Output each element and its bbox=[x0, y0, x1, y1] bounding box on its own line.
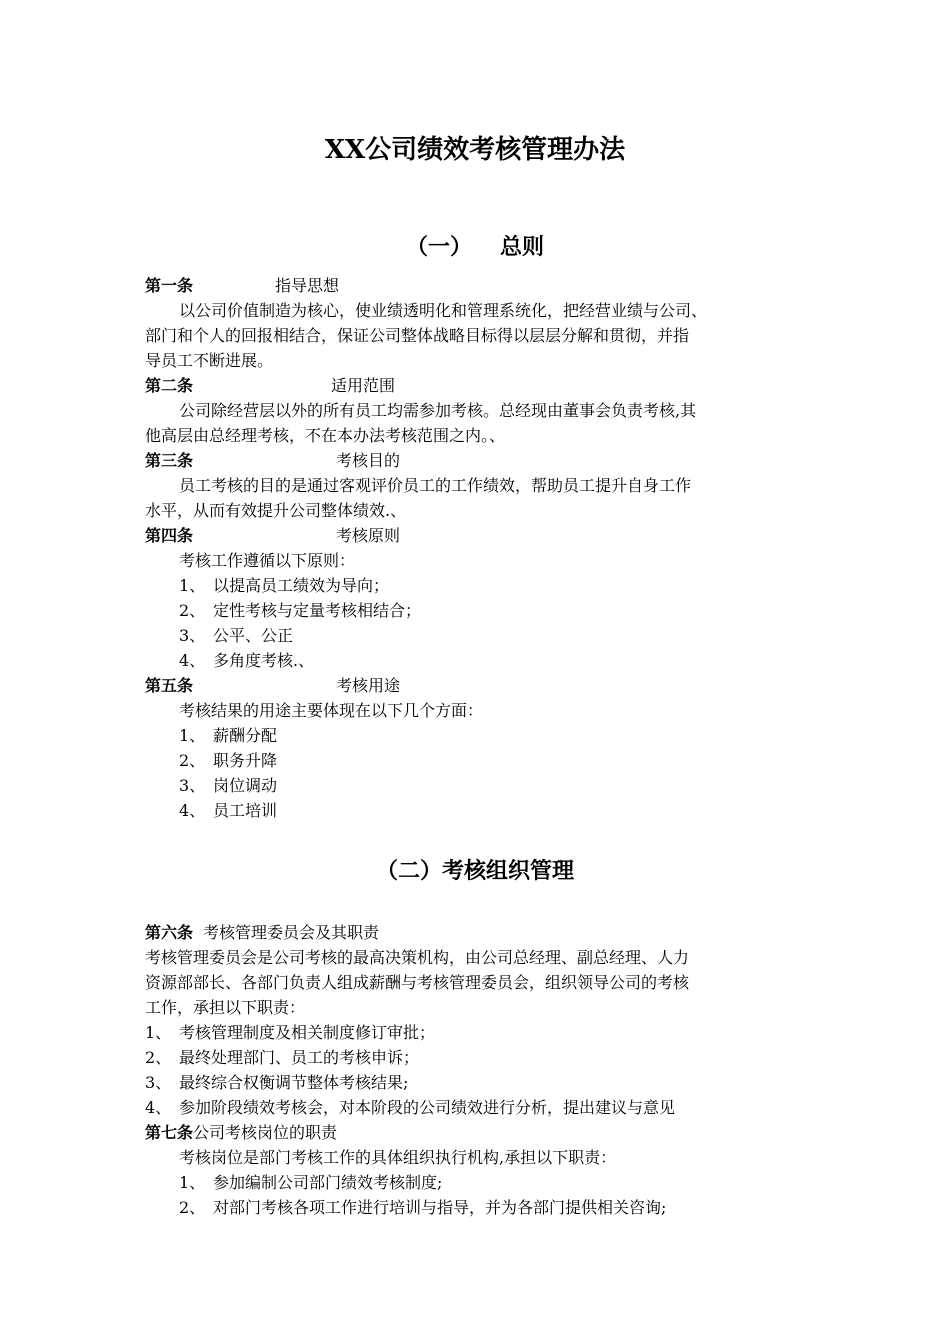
article-title: 适用范围 bbox=[331, 376, 396, 395]
article-3-heading bbox=[145, 448, 815, 473]
article-title: 指导思想 bbox=[275, 276, 340, 295]
article-number: 第五条 bbox=[145, 676, 194, 695]
list-item: 3、 公平、公正 bbox=[179, 626, 294, 645]
paragraph-line: 考核结果的用途主要体现在以下几个方面： bbox=[179, 701, 484, 720]
article-number: 第四条 bbox=[145, 526, 194, 545]
article-title: 考核目的 bbox=[336, 451, 401, 470]
article-2-heading bbox=[145, 373, 815, 398]
article-title: 考核用途 bbox=[336, 676, 401, 695]
article-number: 第三条 bbox=[145, 451, 194, 470]
article-number: 第二条 bbox=[145, 376, 194, 395]
list-item: 2、 定性考核与定量考核相结合； bbox=[179, 601, 422, 620]
article-5-heading bbox=[145, 673, 815, 698]
list-item: 3、 岗位调动 bbox=[179, 776, 278, 795]
section-organization-body bbox=[145, 920, 815, 1220]
paragraph-line: 部门和个人的回报相结合，保证公司整体战略目标得以层层分解和贯彻，并指 bbox=[145, 326, 690, 345]
section-heading-general bbox=[0, 232, 950, 264]
section-heading-organization: （二）考核组织管理 bbox=[375, 859, 574, 884]
list-item: 4、 员工培训 bbox=[179, 801, 278, 820]
list-item: 1、 考核管理制度及相关制度修订审批； bbox=[145, 1023, 436, 1042]
article-7-heading bbox=[145, 1120, 815, 1145]
article-4-heading bbox=[145, 523, 815, 548]
article-title: 公司考核岗位的职责 bbox=[193, 1123, 338, 1142]
paragraph-line: 员工考核的目的是通过客观评价员工的工作绩效，帮助员工提升自身工作 bbox=[179, 476, 692, 495]
paragraph-line: 公司除经营层以外的所有员工均需参加考核。总经现由董事会负责考核,其 bbox=[179, 401, 697, 420]
list-item: 2、 对部门考核各项工作进行培训与指导，并为各部门提供相关咨询; bbox=[179, 1198, 667, 1217]
paragraph-line: 以公司价值制造为核心，使业绩透明化和管理系统化，把经营业绩与公司、 bbox=[179, 301, 708, 320]
section-number: （一） bbox=[405, 235, 472, 260]
article-title: 考核原则 bbox=[336, 526, 401, 545]
list-item: 4、 多角度考核.、 bbox=[179, 651, 315, 670]
paragraph-line: 导员工不断进展。 bbox=[145, 351, 274, 370]
paragraph-line: 资源部部长、各部门负责人组成薪酬与考核管理委员会，组织领导公司的考核 bbox=[145, 973, 690, 992]
list-item: 1、 以提高员工绩效为导向； bbox=[179, 576, 390, 595]
paragraph-line: 工作，承担以下职责： bbox=[145, 998, 306, 1017]
article-1-heading bbox=[145, 273, 815, 298]
article-number: 第六条 bbox=[145, 923, 194, 942]
article-number: 第七条 bbox=[145, 1123, 194, 1142]
article-number: 第一条 bbox=[145, 276, 194, 295]
paragraph-line: 考核工作遵循以下原则： bbox=[179, 551, 356, 570]
paragraph-line: 水平，从而有效提升公司整体绩效.、 bbox=[145, 501, 407, 520]
section-title: 总则 bbox=[500, 235, 545, 260]
list-item: 1、 参加编制公司部门绩效考核制度; bbox=[179, 1173, 443, 1192]
list-item: 3、 最终综合权衡调节整体考核结果; bbox=[145, 1073, 409, 1092]
paragraph-line: 考核岗位是部门考核工作的具体组织执行机构,承担以下职责： bbox=[179, 1148, 617, 1167]
paragraph-line: 考核管理委员会是公司考核的最高决策机构，由公司总经理、副总经理、人力 bbox=[145, 948, 690, 967]
list-item: 2、 职务升降 bbox=[179, 751, 278, 770]
article-title: 考核管理委员会及其职责 bbox=[203, 923, 380, 942]
paragraph-line: 他高层由总经理考核，不在本办法考核范围之内。、 bbox=[145, 426, 506, 445]
list-item: 1、 薪酬分配 bbox=[179, 726, 278, 745]
list-item: 4、 参加阶段绩效考核会，对本阶段的公司绩效进行分析，提出建议与意见 bbox=[145, 1098, 676, 1117]
section-general-body bbox=[145, 273, 815, 823]
list-item: 2、 最终处理部门、员工的考核申诉； bbox=[145, 1048, 420, 1067]
article-6-heading bbox=[145, 920, 815, 945]
document-title: XX公司绩效考核管理办法 bbox=[324, 135, 626, 165]
